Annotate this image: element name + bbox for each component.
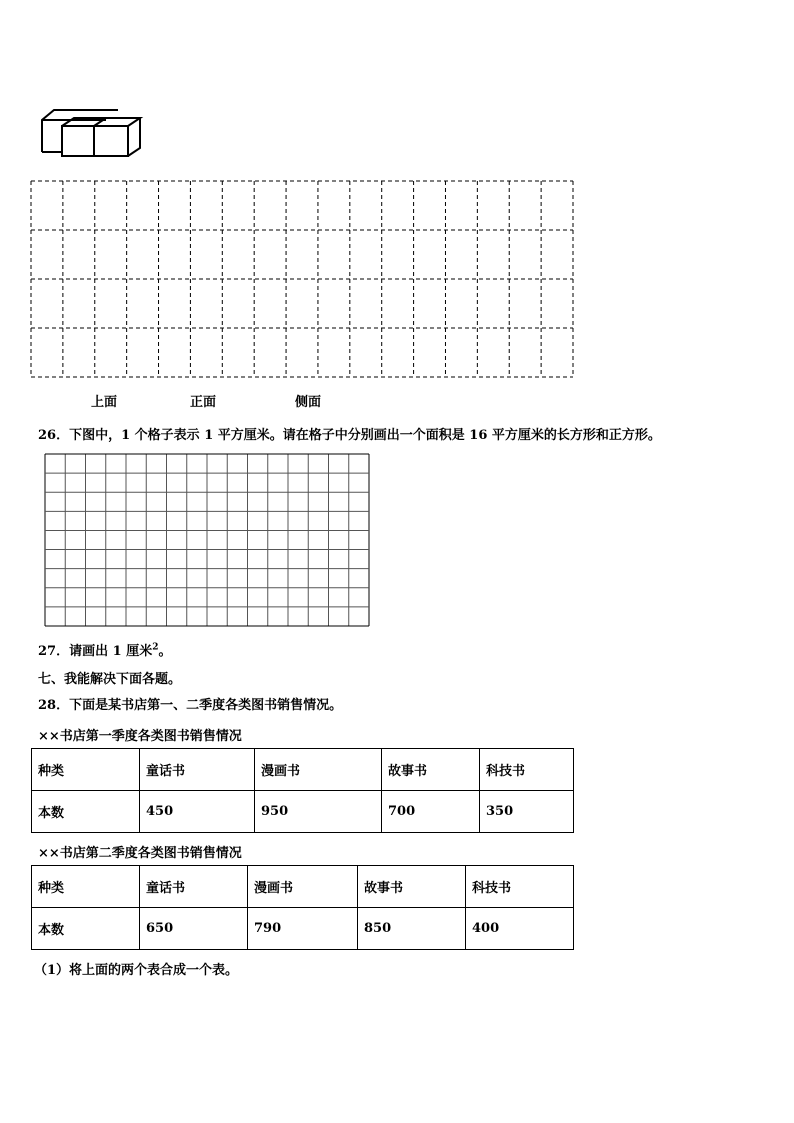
table-cell: 450 bbox=[140, 791, 255, 833]
table-cell: 本数 bbox=[32, 791, 140, 833]
question-27-text: 27．请画出 1 厘米 bbox=[38, 644, 153, 659]
dashed-drawing-grid[interactable] bbox=[30, 180, 575, 378]
table-cell: 950 bbox=[255, 791, 382, 833]
section-heading-7: 七、我能解决下面各题。 bbox=[38, 672, 182, 687]
table-cell: 漫画书 bbox=[255, 749, 382, 791]
table-cell: 650 bbox=[140, 908, 248, 950]
table2-caption: ××书店第二季度各类图书销售情况 bbox=[38, 846, 242, 861]
table-cell: 400 bbox=[466, 908, 574, 950]
question-27 bbox=[38, 640, 171, 659]
question-27-superscript: 2 bbox=[152, 642, 159, 653]
sales-table-q2 bbox=[31, 865, 574, 950]
table-cell: 故事书 bbox=[358, 866, 466, 908]
view-label-side: 侧面 bbox=[295, 395, 322, 410]
table-cell: 科技书 bbox=[480, 749, 574, 791]
table-cell: 种类 bbox=[32, 866, 140, 908]
table-cell: 种类 bbox=[32, 749, 140, 791]
sales-table-q1 bbox=[31, 748, 574, 833]
table-row bbox=[32, 791, 574, 833]
question-28: 28．下面是某书店第一、二季度各类图书销售情况。 bbox=[38, 698, 343, 713]
table-cell: 本数 bbox=[32, 908, 140, 950]
table-row bbox=[32, 866, 574, 908]
table-cell: 童话书 bbox=[140, 749, 255, 791]
table-row bbox=[32, 749, 574, 791]
table-row bbox=[32, 908, 574, 950]
view-label-top: 上面 bbox=[91, 395, 118, 410]
table-cell: 故事书 bbox=[382, 749, 480, 791]
table-cell: 700 bbox=[382, 791, 480, 833]
cube-solid-figure bbox=[40, 106, 144, 160]
square-cm-grid[interactable] bbox=[44, 453, 371, 628]
table1-caption: ××书店第一季度各类图书销售情况 bbox=[38, 729, 242, 744]
table-cell: 漫画书 bbox=[248, 866, 358, 908]
table-cell: 科技书 bbox=[466, 866, 574, 908]
question-27-end: 。 bbox=[158, 644, 172, 659]
question-26: 26．下图中，1 个格子表示 1 平方厘米。请在格子中分别画出一个面积是 16 平方厘米的长方形和正方形。 bbox=[38, 428, 661, 443]
table-cell: 850 bbox=[358, 908, 466, 950]
table-cell: 童话书 bbox=[140, 866, 248, 908]
sub-question-1: （1）将上面的两个表合成一个表。 bbox=[34, 963, 239, 978]
table-cell: 790 bbox=[248, 908, 358, 950]
table-cell: 350 bbox=[480, 791, 574, 833]
view-label-front: 正面 bbox=[190, 395, 217, 410]
